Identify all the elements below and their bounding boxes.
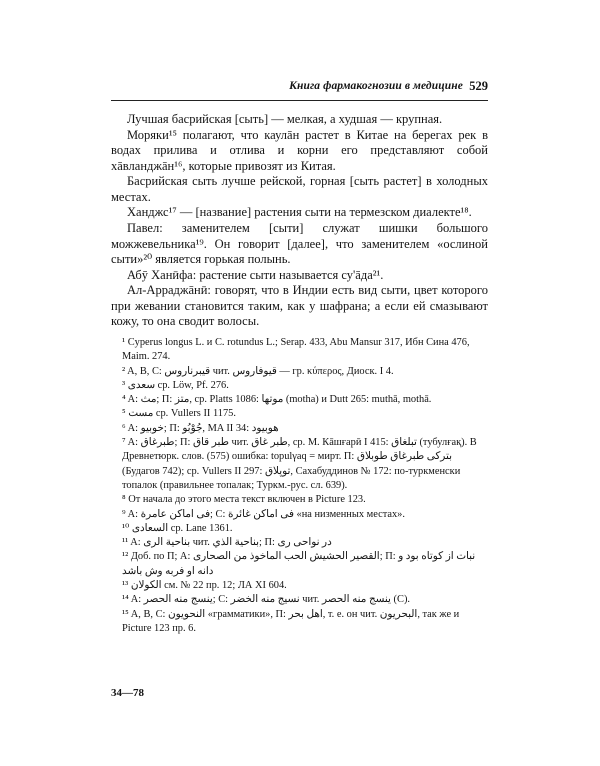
paragraph: Басрийская сыть лучше рейской, горная [сыть растет] в холодных местах. (111, 174, 488, 204)
header-rule (111, 100, 488, 101)
paragraph: Ханджс¹⁷ — [название] растения сыти на термезском диалекте¹⁸. (127, 205, 472, 220)
paragraph: Ал-Арраджāнӣ: говорят, что в Индии есть вид сыти, цвет которого при жевании становится таким, как у шафрана; а если ей смазывают кожу, то она сводит волосы. (111, 283, 488, 329)
footnotes (111, 336, 488, 636)
running-head: Книга фармакогнозии в медицине (289, 80, 463, 92)
footnote: ¹³ الكولان см. № 22 пр. 12; ЛА XI 604. (122, 580, 287, 592)
footnote: ¹⁴ A: ينسج منه الحصر; C: نسيج منه الخضر чит. ينسج منه الحصر (C). (122, 594, 410, 606)
footnote: ⁷ A: طبرغاق; П: طبر قاق чит. طبر غاق, ср. М. Кāшғарӣ I 415: تبلغاق (тубулғақ). В Древнетюрк. слов. (575) ошибка: topulγaq = мирт. П: بترکی طبرغاق طوبلاق (Будагов 742); ср. Vullers II 297: توپلاق, Сахабуддинов № 172: по-туркменски топалок (правильнее топалак; Туркм.-рус. сл. 639). (122, 437, 477, 491)
paragraph: Моряки¹⁵ полагают, что каулāн растет в Китае на берегах рек в водах прилива и отлива и корни его представляют собой хāвланджāн¹⁶, которые привозят из Китая. (111, 127, 488, 173)
footnote: ¹¹ A: بناحية الرى чит. بناحية الذي; П: در نواحی ری (122, 537, 332, 549)
footnote: ¹ Cyperus longus L. и C. rotundus L.; Serap. 433, Abu Mansur 317, Ибн Сина 476, Maim. 274. (122, 337, 470, 363)
footnote: ¹² Доб. по П; A: القصير الحشيش الحب الماخوذ من الصحارى; П: نبات از کوتاه بود و دانه او فربه وش باشد (122, 551, 476, 577)
paragraph: Абӯ Ханӣфа: растение сыти называется су'āда²¹. (127, 267, 384, 282)
footnote: ² A, B, C: قيبرناروس чит. قيوفاروس — гр. κύπερος, Диоск. I 4. (122, 365, 394, 377)
footnote: ⁶ A: خوبيو; П: جُوْبُو, MA II 34: هوبيود (122, 422, 279, 434)
paragraph: Павел: заменителем [сыти] служат шишки большого можжевельника¹⁹. Он говорит [далее], что заменителем «ослиной сыти»²⁰ является горькая полынь. (111, 220, 488, 267)
main-text (111, 112, 488, 330)
footnote: ¹⁵ A, B, C: النحويون «грамматики», П: اهل بحر, т. е. он чит. البحريون, так же и Picture 123 пр. 6. (122, 608, 460, 634)
footnote: ⁴ A: مث; П: متز, ср. Platts 1086: موتها (motha) и Dutt 265: muthā, mothā. (122, 394, 432, 406)
page-number: 529 (469, 79, 488, 93)
printer-signature: 34—78 (111, 687, 144, 699)
footnote: ¹⁰ السعادى ср. Lane 1361. (122, 522, 233, 534)
footnote: ⁸ От начала до этого места текст включен в Picture 123. (122, 494, 366, 506)
paragraph: Лучшая басрийская [сыть] — мелкая, а худшая — крупная. (127, 112, 443, 126)
footnote: ³ سعدى ср. Löw, Pf. 276. (122, 379, 229, 391)
running-header (111, 80, 488, 98)
footnote: ⁵ مست ср. Vullers II 1175. (122, 408, 236, 420)
footnote: ⁹ A: فى اماکن عامرة; C: فى اماكن غائرة «на низменных местах». (122, 508, 405, 520)
